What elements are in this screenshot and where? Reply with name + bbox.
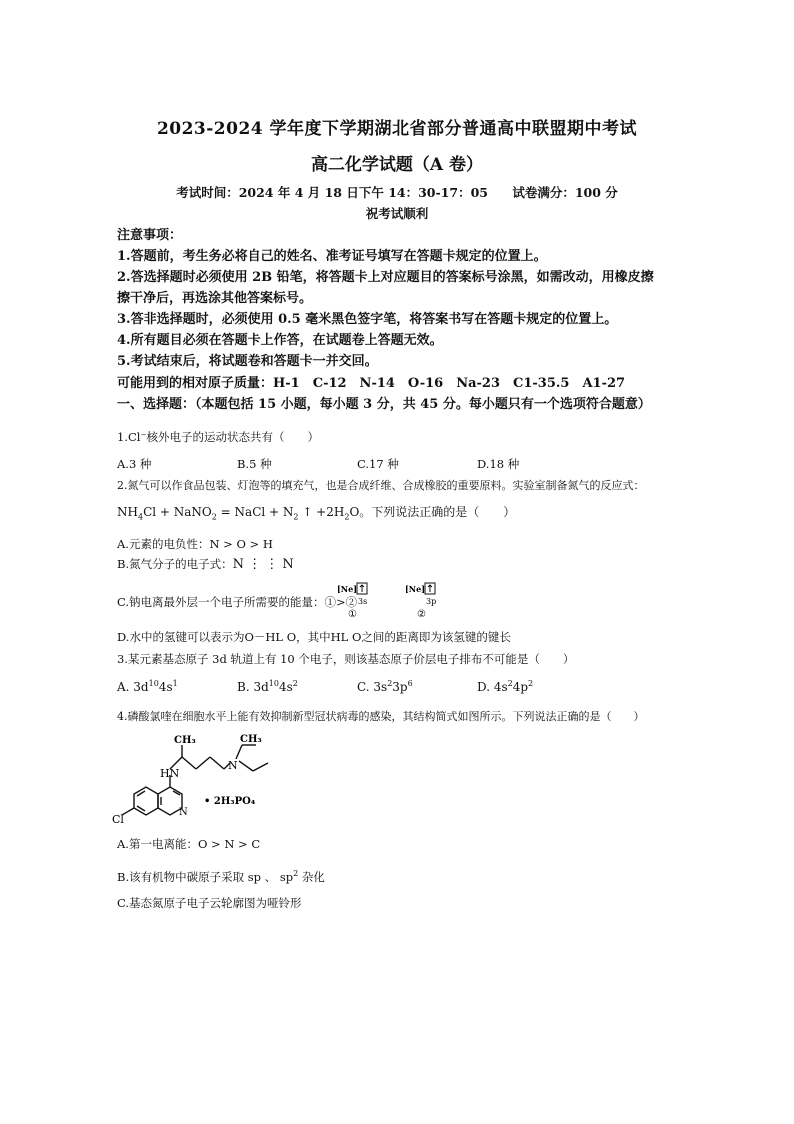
question-2-equation: $NH_4Cl$ + NaNO$_2$ = NaCl + $N_2$ ↑ $+2H_2O$。下列说法正确的是（ ） — [117, 505, 516, 522]
question-4-option-b: B.该有机物中碳原子采取 sp 、 $sp^2$ 杂化 — [117, 869, 325, 884]
notice-item: 2.答选择题时必须使用 2B 铅笔，将答题卡上对应题目的答案标号涂黑，如需改动，用橡皮擦 — [117, 270, 654, 285]
question-3-options — [117, 679, 697, 694]
salt-label: • 2H₃PO₄ — [204, 796, 256, 807]
full-score: 试卷满分：100 分 — [512, 185, 618, 200]
notice-item: 3.答非选择题时，必须使用 0.5 毫米黑色签字笔，将答案书写在答题卡规定的位置上。 — [117, 312, 618, 327]
page-subtitle: 高二化学试题（A 卷） — [310, 155, 484, 175]
option-b: B.5 种 — [237, 457, 272, 471]
notice-item: 5.考试结束后，将试题卷和答题卡一并交回。 — [117, 354, 378, 369]
orbital-1-num: ① — [348, 609, 357, 620]
section-heading: 一、选择题：（本题包括 15 小题，每小题 3 分，共 45 分。每小题只有一个选项符合题意） — [117, 397, 651, 412]
amine-n-label: N — [228, 759, 238, 772]
option-b: B. $3d^{10}4s^2$ — [237, 679, 298, 694]
hn-label: HN — [160, 767, 180, 780]
option-c: C.17 种 — [357, 457, 399, 471]
question-3-stem: 3.某元素基态原子 3d 轨道上有 10 个电子，则该基态原子价层电子排布不可能是（ ） — [117, 652, 575, 666]
question-2-stem: 2.氮气可以作食品包装、灯泡等的填充气，也是合成纤维、合成橡胶的重要原料。实验室制备氮气的反应式： — [117, 479, 645, 492]
page-title: 2023-2024 学年度下学期湖北省部分普通高中联盟期中考试 — [156, 119, 638, 139]
orbital-diagram — [335, 582, 465, 620]
reaction-equation: $NH_4Cl$ + NaNO$_2$ = NaCl + $N_2$ ↑ $+2H_2O$ — [117, 505, 360, 522]
notice-item: 4.所有题目必须在答题卡上作答，在试题卷上答题无效。 — [117, 333, 443, 348]
question-2-option-a: A.元素的电负性：N > O > H — [117, 537, 273, 551]
question-1-stem: 1.Cl⁻核外电子的运动状态共有（ ） — [117, 430, 320, 444]
ring-n-label: N — [179, 807, 188, 818]
wish-text: 祝考试顺利 — [365, 206, 429, 221]
orbital-2-core: [Ne] — [405, 584, 425, 594]
option-c: C. $3s^23p^6$ — [357, 679, 413, 694]
orbital-2-sub: 3p — [426, 597, 437, 606]
question-2-option-c: C.钠电离最外层一个电子所需要的能量：①>② — [117, 595, 358, 609]
orbital-1-sub: 3s — [358, 597, 368, 606]
exam-time: 考试时间：2024 年 4 月 18 日下午 14：30-17：05 — [176, 185, 488, 200]
ch3-top-label: CH₃ — [174, 735, 196, 746]
question-2-option-d: D.水中的氢键可以表示为O－HL O，其中HL O之间的距离即为该氢键的键长 — [117, 630, 511, 644]
orbital-2-num: ② — [417, 609, 426, 620]
option-a: A.3 种 — [117, 457, 152, 471]
exam-info — [0, 183, 794, 201]
atomic-mass-line: 可能用到的相对原子质量：H-1 C-12 N-14 O-16 Na-23 C1-35.5 A1-27 — [117, 376, 626, 391]
question-4-stem: 4.磷酸氯喹在细胞水平上能有效抑制新型冠状病毒的感染，其结构简式如图所示。下列说法正确的是（ ） — [117, 710, 645, 723]
chloroquine-structure — [112, 731, 302, 831]
ch3-right-label: CH₃ — [240, 734, 262, 745]
notice-heading: 注意事项： — [117, 228, 183, 243]
hybridization: sp 、 $sp^2$ — [244, 869, 299, 884]
question-4-option-c: C.基态氮原子电子云轮廓图为哑铃形 — [117, 896, 302, 910]
option-d: D. $4s^24p^2$ — [477, 679, 534, 694]
option-d: D.18 种 — [477, 457, 520, 471]
notice-item: 1.答题前，考生务必将自己的姓名、准考证号填写在答题卡规定的位置上。 — [117, 249, 547, 264]
cl-label: Cl — [112, 813, 124, 826]
question-2-option-b: B.氮气分子的电子式：N ⋮ ⋮ N — [117, 557, 294, 572]
question-1-options — [117, 456, 697, 472]
notice-item: 擦干净后，再选涂其他答案标号。 — [117, 291, 313, 306]
option-a: A. $3d^{10}4s^1$ — [117, 679, 178, 694]
orbital-1-core: [Ne] — [337, 584, 357, 594]
question-4-option-a: A.第一电离能：O > N > C — [117, 837, 261, 851]
